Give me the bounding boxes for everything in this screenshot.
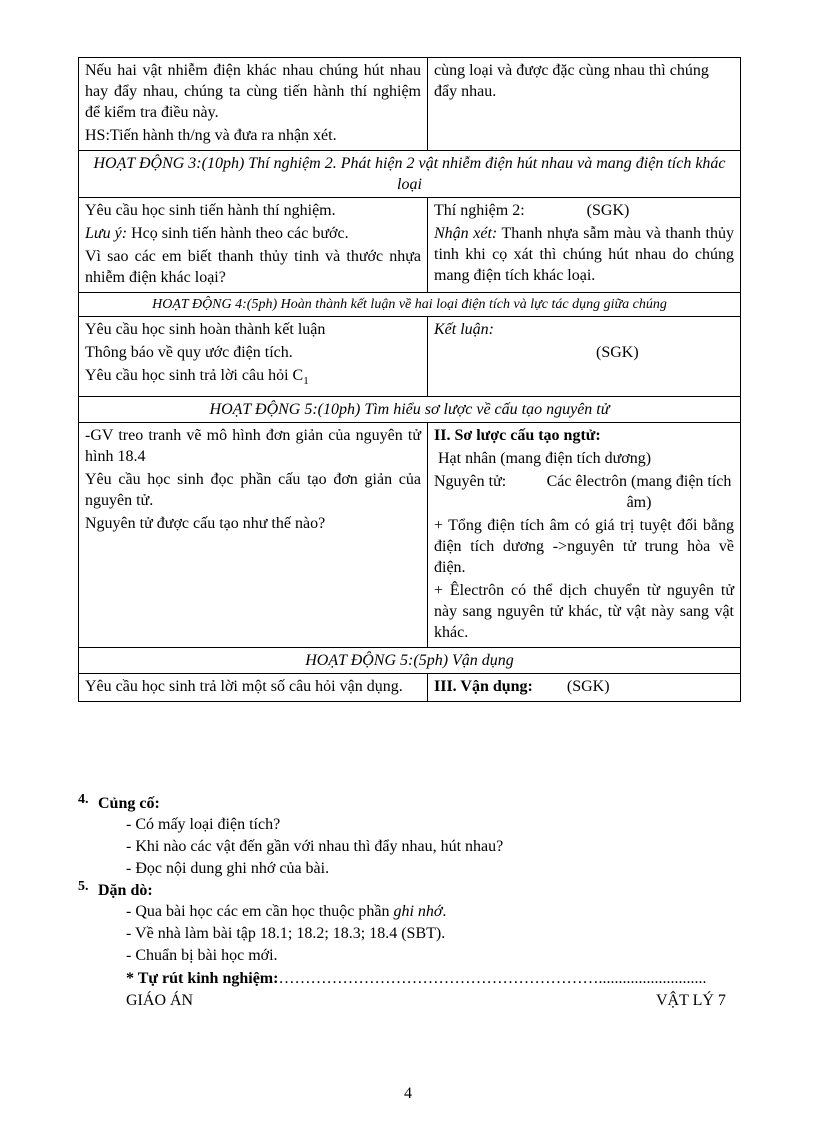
activity-row: [79, 648, 741, 674]
list-item: - Khi nào các vật đến gần với nhau thì đẩy nhau, hút nhau?: [126, 838, 504, 855]
sgk-ref: (SGK): [566, 678, 610, 696]
experiment-label: Thí nghiệm 2:: [434, 202, 525, 219]
list-item: - Có mấy loại điện tích?: [126, 816, 281, 833]
section-heading: [78, 880, 741, 901]
consolidation-section: [78, 793, 741, 880]
cell-text: Yêu cầu học sinh tiến hành thí nghiệm.: [85, 202, 336, 219]
cell-text: Nguyên tử được cấu tạo như thế nào?: [85, 515, 326, 533]
list-item: [78, 901, 741, 923]
cell-text: Yêu cầu học sinh hoàn thành kết luận: [85, 321, 326, 338]
activity-5b-heading: HOẠT ĐỘNG 5:(5ph) Vận dụng: [79, 648, 741, 674]
cell-text: HS:Tiến hành th/ng và đưa ra nhận xét.: [85, 127, 337, 144]
section-number: 4.: [78, 792, 89, 807]
section-number: 5.: [78, 879, 89, 894]
question-text: Yêu cầu học sinh trả lời câu hỏi C: [85, 367, 304, 384]
list-item: - Chuẩn bị bài học mới.: [126, 947, 278, 964]
experience-label: * Tự rút kinh nghiệm:: [126, 970, 279, 987]
list-item: - Đọc nội dung ghi nhớ của bài.: [126, 860, 330, 877]
sgk-ref: (SGK): [596, 344, 639, 361]
table-row: [79, 423, 741, 648]
section-title: Dặn dò:: [98, 882, 153, 899]
activity-row: [79, 151, 741, 198]
content-cell: [428, 674, 741, 702]
experience-line: [126, 968, 706, 989]
table-row: [79, 58, 741, 151]
page-number: 4: [404, 1085, 412, 1102]
teacher-cell: [79, 674, 428, 702]
teacher-cell: [79, 423, 428, 648]
table-row: [79, 674, 741, 702]
list-item: - Về nhà làm bài tập 18.1; 18.2; 18.3; 18.4 (SBT).: [126, 925, 446, 942]
content-cell: [428, 58, 741, 151]
teacher-cell: [79, 58, 428, 151]
note-text: Hcọ sinh tiến hành theo các bước.: [131, 225, 349, 242]
cell-text: Thông báo về quy ước điện tích.: [85, 344, 293, 361]
sgk-ref: (SGK): [586, 202, 630, 219]
remark-label: Nhận xét:: [434, 225, 498, 242]
cell-text: Yêu cầu học sinh trả lời một số câu hỏi vận dụng.: [85, 678, 403, 696]
list-item-emphasis: ghi nhớ: [393, 903, 443, 920]
cell-text: + Êlectrôn có thể dịch chuyển từ nguyên tử này sang nguyên tử khác, từ vật này sang vật khác.: [434, 582, 734, 642]
teacher-cell: [79, 317, 428, 397]
homework-section: [78, 880, 741, 967]
question-subscript: 1: [303, 375, 309, 388]
note-label: Lưu ý:: [85, 225, 128, 242]
electron-text: Các êlectrôn (mang điện tích âm): [546, 473, 732, 512]
atom-label: Nguyên tử:: [434, 473, 507, 491]
cell-text: Yêu cầu học sinh đọc phần cấu tạo đơn giản của nguyên tử.: [85, 471, 421, 510]
cell-text: [434, 200, 734, 221]
activity-5-heading: HOẠT ĐỘNG 5:(10ph) Tìm hiểu sơ lược về cấu tạo nguyên tử: [79, 397, 741, 423]
nucleus-text: Hạt nhân (mang điện tích dương): [438, 450, 652, 468]
activity-row: [79, 397, 741, 423]
lesson-table: [78, 57, 741, 702]
footer-right: VẬT LÝ 7: [656, 992, 726, 1009]
content-cell: [428, 423, 741, 648]
cell-text: -GV treo tranh vẽ mô hình đơn giản của nguyên tử hình 18.4: [85, 427, 421, 466]
section-heading: [78, 793, 741, 814]
cell-text: Nếu hai vật nhiễm điện khác nhau chúng hút nhau hay đẩy nhau, chúng ta cùng tiến hành thí nghiệm để kiểm tra điều này.: [85, 62, 421, 121]
table-row: [79, 198, 741, 293]
content-cell: [428, 317, 741, 397]
cell-text: [434, 676, 734, 697]
content-cell: [428, 198, 741, 293]
list-item-text: .: [442, 903, 447, 920]
atom-line: [434, 471, 734, 513]
remark-text: Thanh nhựa sẫm màu và thanh thủy tinh khi cọ xát thì chúng hút nhau do chúng mang điện tích khác loại.: [434, 225, 734, 284]
list-item-text: - Qua bài học các em cần học thuộc phần: [126, 903, 394, 920]
table-row: [79, 317, 741, 397]
cell-text: [434, 223, 734, 286]
cell-text: cùng loại và được đặc cùng nhau thì chúng đẩy nhau.: [434, 62, 709, 100]
section-title: II. Sơ lược cấu tạo ngtử:: [434, 427, 601, 445]
cell-text: Vì sao các em biết thanh thủy tinh và thước nhựa nhiễm điện khác loại?: [85, 248, 421, 286]
teacher-cell: [79, 198, 428, 293]
activity-3-heading: HOẠT ĐỘNG 3:(10ph) Thí nghiệm 2. Phát hiện 2 vật nhiễm điện hút nhau và mang điện tích khác loại: [79, 151, 741, 198]
experience-dots: ……………………………………………………...........................: [278, 970, 707, 987]
section-title: III. Vận dụng:: [434, 678, 533, 696]
footer-left: GIÁO ÁN: [126, 992, 194, 1009]
activity-4-heading: HOẠT ĐỘNG 4:(5ph) Hoàn thành kết luận về hai loại điện tích và lực tác dụng giữa chúng: [79, 293, 741, 317]
section-title: Củng cố:: [98, 795, 160, 812]
cell-text: [85, 365, 421, 392]
cell-text: [85, 223, 421, 244]
activity-row: [79, 293, 741, 317]
cell-text: + Tổng điện tích âm có giá trị tuyệt đối bằng điện tích dương ->nguyên tử trung hòa về điện.: [434, 517, 734, 577]
conclusion-label: Kết luận:: [434, 321, 494, 338]
